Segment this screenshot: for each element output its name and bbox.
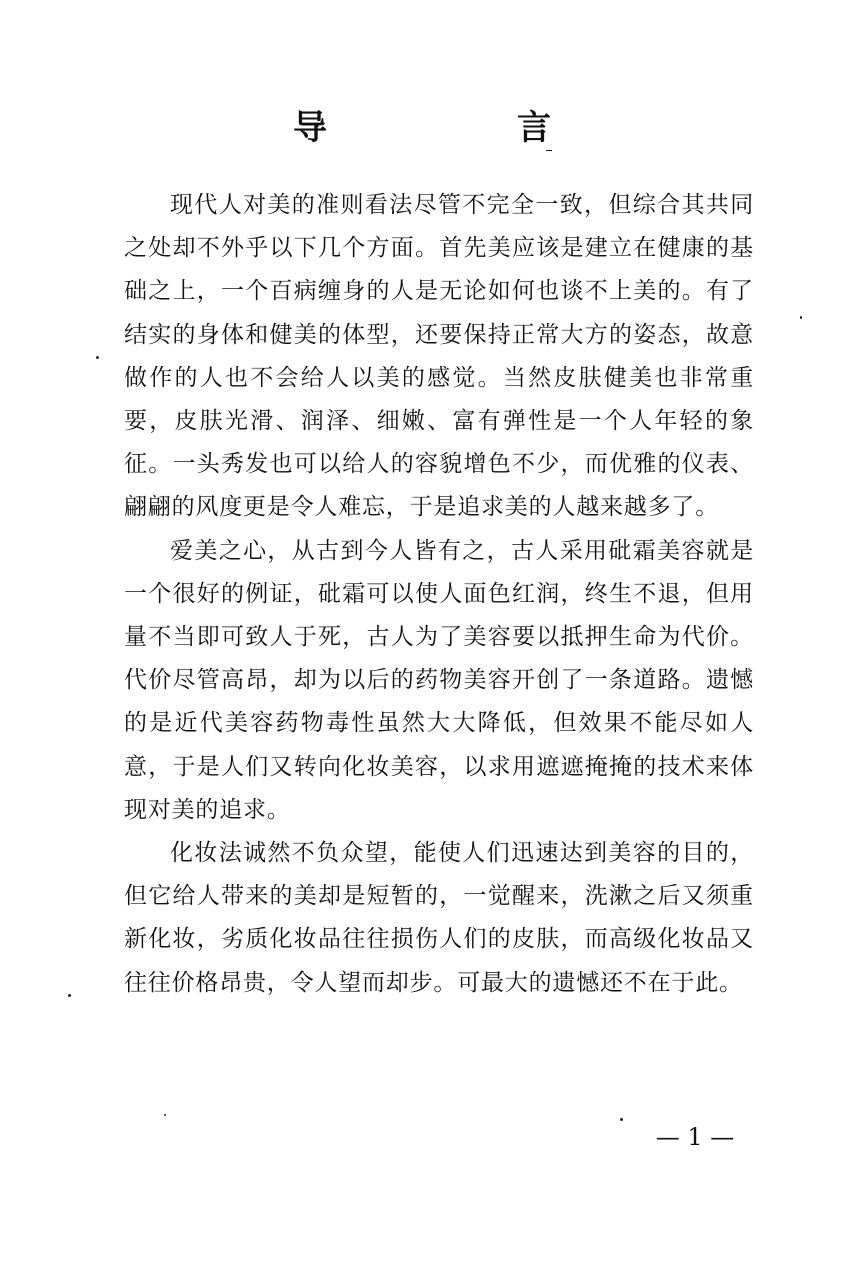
page-title: 导 言 <box>293 108 629 148</box>
scan-speck <box>546 150 552 151</box>
paragraph-2: 爱美之心，从古到今人皆有之，古人采用砒霜美容就是一个很好的例证，砒霜可以使人面色红润，终生不退，但用量不当即可致人于死，古人为了美容要以抵押生命为代价。代价尽管高昂，却为以后的药物美容开创了一条道路。遗憾的是近代美容药物毒性虽然大大降低，但效果不能尽如人意，于是人们又转向化妆美容，以求用遮遮掩掩的技术来体现对美的追求。 <box>124 537 754 823</box>
page-number: — 1 — <box>655 1123 735 1151</box>
scan-speck <box>800 316 802 319</box>
paragraph-3: 化妆法诚然不负众望，能使人们迅速达到美容的目的，但它给人带来的美却是短暂的，一觉醒来，洗漱之后又须重新化妆，劣质化妆品往往损伤人们的皮肤，而高级化妆品又往往价格昂贵，令人望而却步。可最大的遗憾还不在于此。 <box>124 840 754 996</box>
body-text <box>124 184 754 1005</box>
scan-speck <box>68 994 71 997</box>
scan-speck <box>164 1114 166 1116</box>
scan-speck <box>96 356 99 359</box>
paragraph-1: 现代人对美的准则看法尽管不完全一致，但综合其共同之处却不外乎以下几个方面。首先美应该是建立在健康的基础之上，一个百病缠身的人是无论如何也谈不上美的。有了结实的身体和健美的体型，还要保持正常大方的姿态，故意做作的人也不会给人以美的感觉。当然皮肤健美也非常重要，皮肤光滑、润泽、细嫩、富有弹性是一个人年轻的象征。一头秀发也可以给人的容貌增色不少，而优雅的仪表、翩翩的风度更是令人难忘，于是追求美的人越来越多了。 <box>124 192 754 521</box>
scan-speck <box>620 1118 623 1121</box>
